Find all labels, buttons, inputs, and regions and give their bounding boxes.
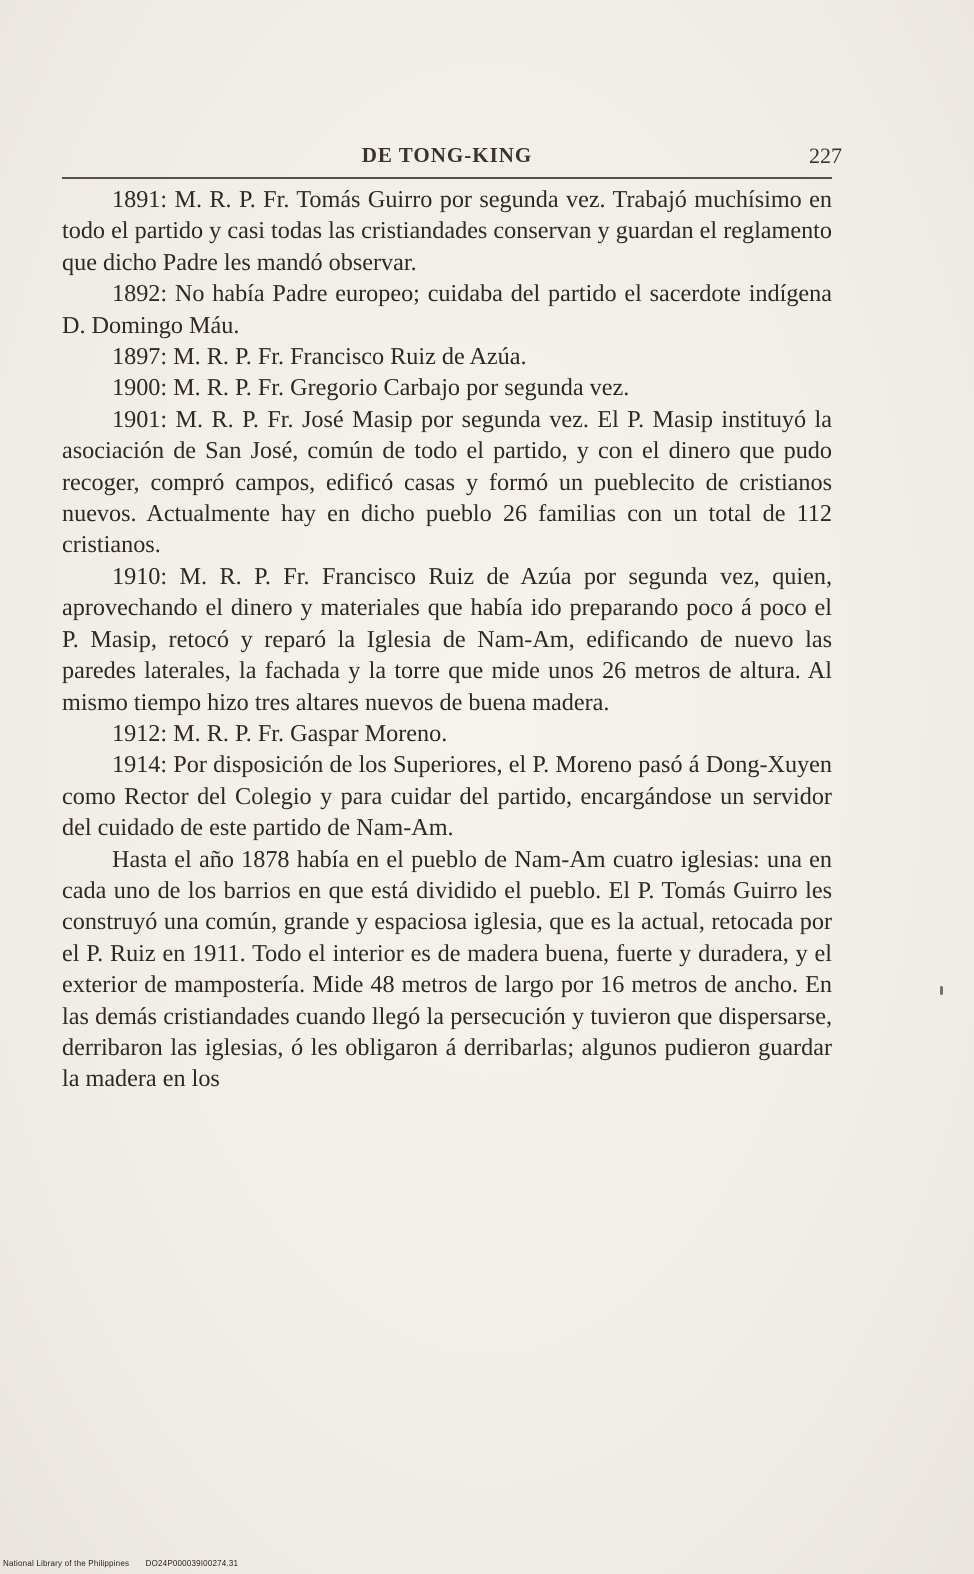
page-number: 227 (809, 143, 842, 168)
margin-speck (940, 986, 943, 995)
paragraph-1901: 1901: M. R. P. Fr. José Masip por segunda vez. El P. Masip instituyó la asociación de San José, común de todo el partido, y con el dinero que pudo recoger, compró campos, edificó casas y formó un pueblecito de cristianos nuevos. Actualmente hay en dicho pueblo 26 familias con un total de 112 cristianos. (62, 405, 832, 559)
header-rule (62, 177, 832, 179)
paragraph-1910: 1910: M. R. P. Fr. Francisco Ruiz de Azúa por segunda vez, quien, aprovechando el dinero y materiales que había ido preparando poco á poco el P. Masip, retocó y reparó la Iglesia de Nam-Am, edificando de nuevo las paredes laterales, la fachada y la torre que mide unos 26 metros de altura. Al mismo tiempo hizo tres altares nuevos de buena madera. (62, 562, 832, 716)
paragraph-1912: 1912: M. R. P. Fr. Gaspar Moreno. (112, 719, 448, 747)
paragraph-churches: Hasta el año 1878 había en el pueblo de Nam-Am cuatro iglesias: una en cada uno de los barrios en que está dividido el pueblo. El P. Tomás Guirro les construyó una común, grande y espaciosa iglesia, que es la actual, retocada por el P. Ruiz en 1911. Todo el interior es de madera buena, fuerte y duradera, y el exterior de mampostería. Mide 48 metros de largo por 16 metros de ancho. En las demás cristiandades cuando llegó la persecución y tuvieron que dispersarse, derribaron las iglesias, ó les obligaron á derribarlas; algunos pudieron guardar la madera en los (62, 845, 832, 1093)
paragraph-1900: 1900: M. R. P. Fr. Gregorio Carbajo por segunda vez. (112, 374, 630, 402)
body-text (62, 184, 832, 1095)
paragraph-1891: 1891: M. R. P. Fr. Tomás Guirro por segunda vez. Trabajó muchísimo en todo el partido y casi todas las cristiandades conservan y guardan el reglamento que dicho Padre les mandó observar. (62, 186, 832, 276)
footer-library: National Library of the Philippines (3, 1559, 130, 1568)
paragraph-1892: 1892: No había Padre europeo; cuidaba del partido el sacerdote indígena D. Domingo Máu. (62, 280, 832, 339)
paragraph-1897: 1897: M. R. P. Fr. Francisco Ruiz de Azúa. (112, 343, 527, 371)
page-header (62, 143, 842, 177)
scan-footer (3, 1559, 252, 1568)
footer-code: DO24P000039I00274.31 (145, 1559, 239, 1568)
paragraph-1914: 1914: Por disposición de los Superiores, el P. Moreno pasó á Dong-Xuyen como Rector del Colegio y para cuidar del partido, encargándose un servidor del cuidado de este partido de Nam-Am. (62, 751, 832, 842)
running-head: DE TONG-KING (361, 143, 533, 167)
